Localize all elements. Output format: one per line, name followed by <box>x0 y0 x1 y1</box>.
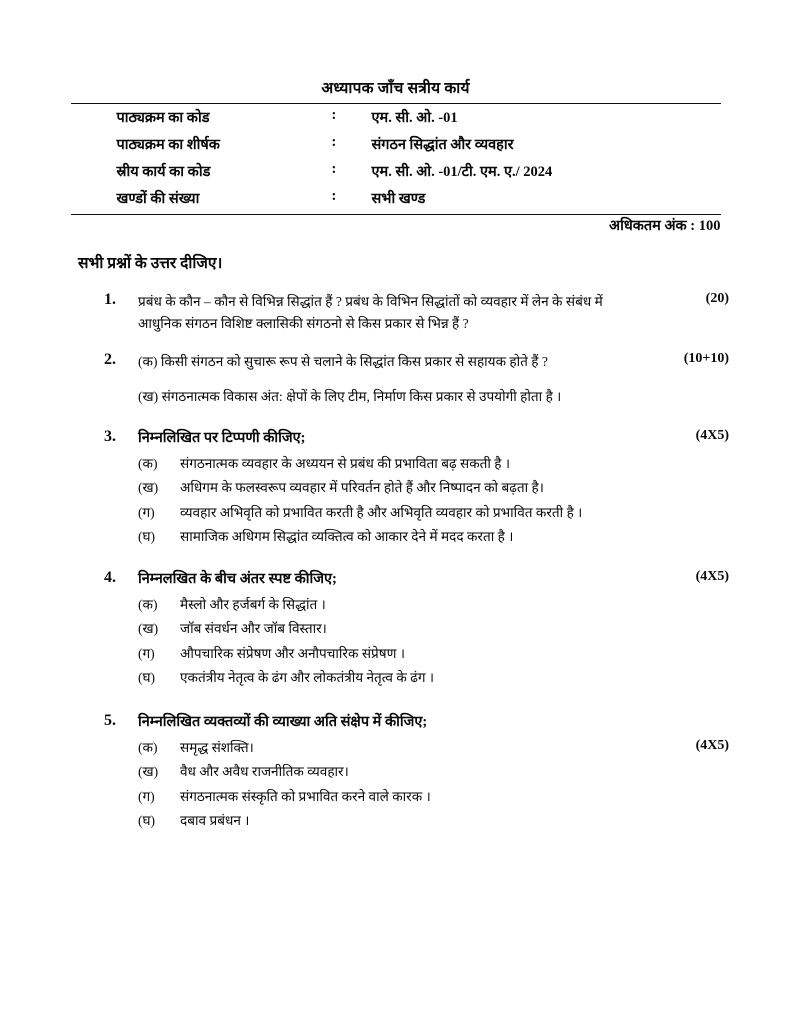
sub-marker: (ख) <box>138 621 159 637</box>
question-number: 5. <box>104 712 116 730</box>
sub-text: सामाजिक अधिगम सिद्धांत व्यक्तित्व को आकार देने में मदद करता है । <box>180 529 514 544</box>
list-item <box>138 641 729 665</box>
meta-label-course-code: पाठ्यक्रम का कोड <box>116 110 210 127</box>
question-marks: (4X5) <box>695 569 729 585</box>
question-4 <box>0 569 791 690</box>
question-text-line-1: प्रबंध के कौन – कौन से विभिन्न सिद्धांत हैं ? प्रबंध के विभिन सिद्धांतों को व्यवहार में लेन के संबंध में <box>138 294 603 310</box>
table-row <box>71 131 721 158</box>
sub-marker: (ग) <box>138 645 155 661</box>
sub-text: संगठनात्मक संस्कृति को प्रभावित करने वाले कारक । <box>180 788 431 804</box>
question-3-subitems <box>138 452 729 550</box>
sub-text: संगठनात्मक व्यवहार के अध्ययन से प्रबंध की प्रभाविता बढ़ सकती है । <box>180 455 511 471</box>
sub-marker: (ग) <box>138 788 155 804</box>
list-item <box>138 500 729 524</box>
list-item <box>138 525 729 549</box>
list-item <box>138 452 729 476</box>
question-marks: (10+10) <box>683 351 729 367</box>
sub-marker: (ग) <box>138 504 155 520</box>
sub-text: अधिगम के फलस्वरूप व्यवहार में परिवर्तन होते हैं और निष्पादन को बढ़ता है। <box>180 480 544 496</box>
sub-text: जॉब संवर्धन और जॉब विस्तार। <box>180 621 327 637</box>
list-item <box>138 736 729 760</box>
table-row <box>71 184 721 211</box>
question-2-part-a: (क) किसी संगठन को सुचारू रूप से चलाने के सिद्धांत किस प्रकार से सहायक होते हैं ? <box>138 354 548 370</box>
question-heading: निम्नलखित के बीच अंतर स्पष्ट कीजिए; <box>138 571 337 588</box>
question-2 <box>0 351 791 408</box>
sub-text: व्यवहार अभिवृति को प्रभावित करती है और अभिवृति व्यवहार को प्रभावित करती है । <box>180 504 583 520</box>
question-number: 1. <box>104 291 116 309</box>
question-heading: निम्नलिखित पर टिप्पणी कीजिए; <box>138 430 306 447</box>
sub-text: वैध और अवैध राजनीतिक व्यवहार। <box>180 764 349 780</box>
meta-value-total-sections: सभी खण्ड <box>371 190 426 207</box>
sub-text: समृद्ध संशक्ति। <box>180 739 254 755</box>
meta-label-course-title: पाठ्यक्रम का शीर्षक <box>116 137 220 154</box>
list-item <box>138 784 729 808</box>
sub-text: एकतंत्रीय नेतृत्व के ढंग और लोकतंत्रीय नेतृत्व के ढंग । <box>180 670 435 686</box>
table-row <box>71 158 721 185</box>
meta-colon: : <box>331 160 337 177</box>
sub-text: औपचारिक संप्रेषण और अनौपचारिक संप्रेषण । <box>180 645 405 661</box>
instruction-text: सभी प्रश्नों के उत्तर दीजिए। <box>78 255 223 273</box>
meta-value-course-code: एम. सी. ओ. -01 <box>371 110 458 127</box>
page-title: अध्यापक जाँच सत्रीय कार्य <box>321 80 470 97</box>
question-4-subitems <box>138 593 729 691</box>
meta-colon: : <box>331 187 337 204</box>
list-item <box>138 760 729 784</box>
question-number: 3. <box>104 428 116 446</box>
question-marks: (4X5) <box>695 428 729 444</box>
sub-text: दबाव प्रबंधन । <box>180 813 250 829</box>
max-marks-label: अधिकतम अंक : 100 <box>609 218 721 235</box>
question-5 <box>0 712 791 833</box>
question-marks: (20) <box>705 291 729 307</box>
list-item <box>138 593 729 617</box>
question-3 <box>0 428 791 549</box>
questions-list <box>0 273 791 833</box>
sub-marker: (ख) <box>138 764 159 780</box>
question-marks: (4X5) <box>695 738 729 754</box>
question-1 <box>0 291 791 335</box>
list-item <box>138 666 729 690</box>
sub-marker: (घ) <box>138 529 156 544</box>
sub-marker: (क) <box>138 739 158 755</box>
sub-marker: (ख) <box>138 480 159 496</box>
meta-value-course-title: संगठन सिद्धांत और व्यवहार <box>371 137 514 154</box>
sub-marker: (घ) <box>138 670 156 686</box>
sub-marker: (क) <box>138 596 158 612</box>
sub-text: मैस्लो और हर्जबर्ग के सिद्धांत । <box>180 596 326 612</box>
course-details-table <box>71 104 721 211</box>
question-text-line-2: आधुनिक संगठन विशिष्ट क्लासिकी संगठनो से किस प्रकार से भिन्न हैं ? <box>138 316 469 332</box>
table-row <box>71 104 721 131</box>
meta-label-total-sections: खण्डों की संख्या <box>116 190 200 207</box>
meta-value-assignment-code: एम. सी. ओ. -01/टी. एम. ए./ 2024 <box>371 163 553 180</box>
meta-label-assignment-code: स्रीय कार्य का कोड <box>116 163 211 180</box>
sub-marker: (घ) <box>138 813 156 829</box>
list-item <box>138 476 729 500</box>
list-item <box>138 809 729 833</box>
meta-colon: : <box>331 134 337 151</box>
question-heading: निम्नलिखित व्यक्तव्यों की व्याख्या अति संक्षेप में कीजिए; <box>138 714 428 731</box>
meta-colon: : <box>331 107 337 124</box>
question-number: 2. <box>104 351 116 369</box>
list-item <box>138 617 729 641</box>
question-number: 4. <box>104 569 116 587</box>
question-2-part-b: (ख) संगठनात्मक विकास अंत: क्षेपों के लिए टीम, निर्माण किस प्रकार से उपयोगी होता है । <box>138 389 562 405</box>
question-5-subitems <box>138 736 729 834</box>
sub-marker: (क) <box>138 455 158 471</box>
